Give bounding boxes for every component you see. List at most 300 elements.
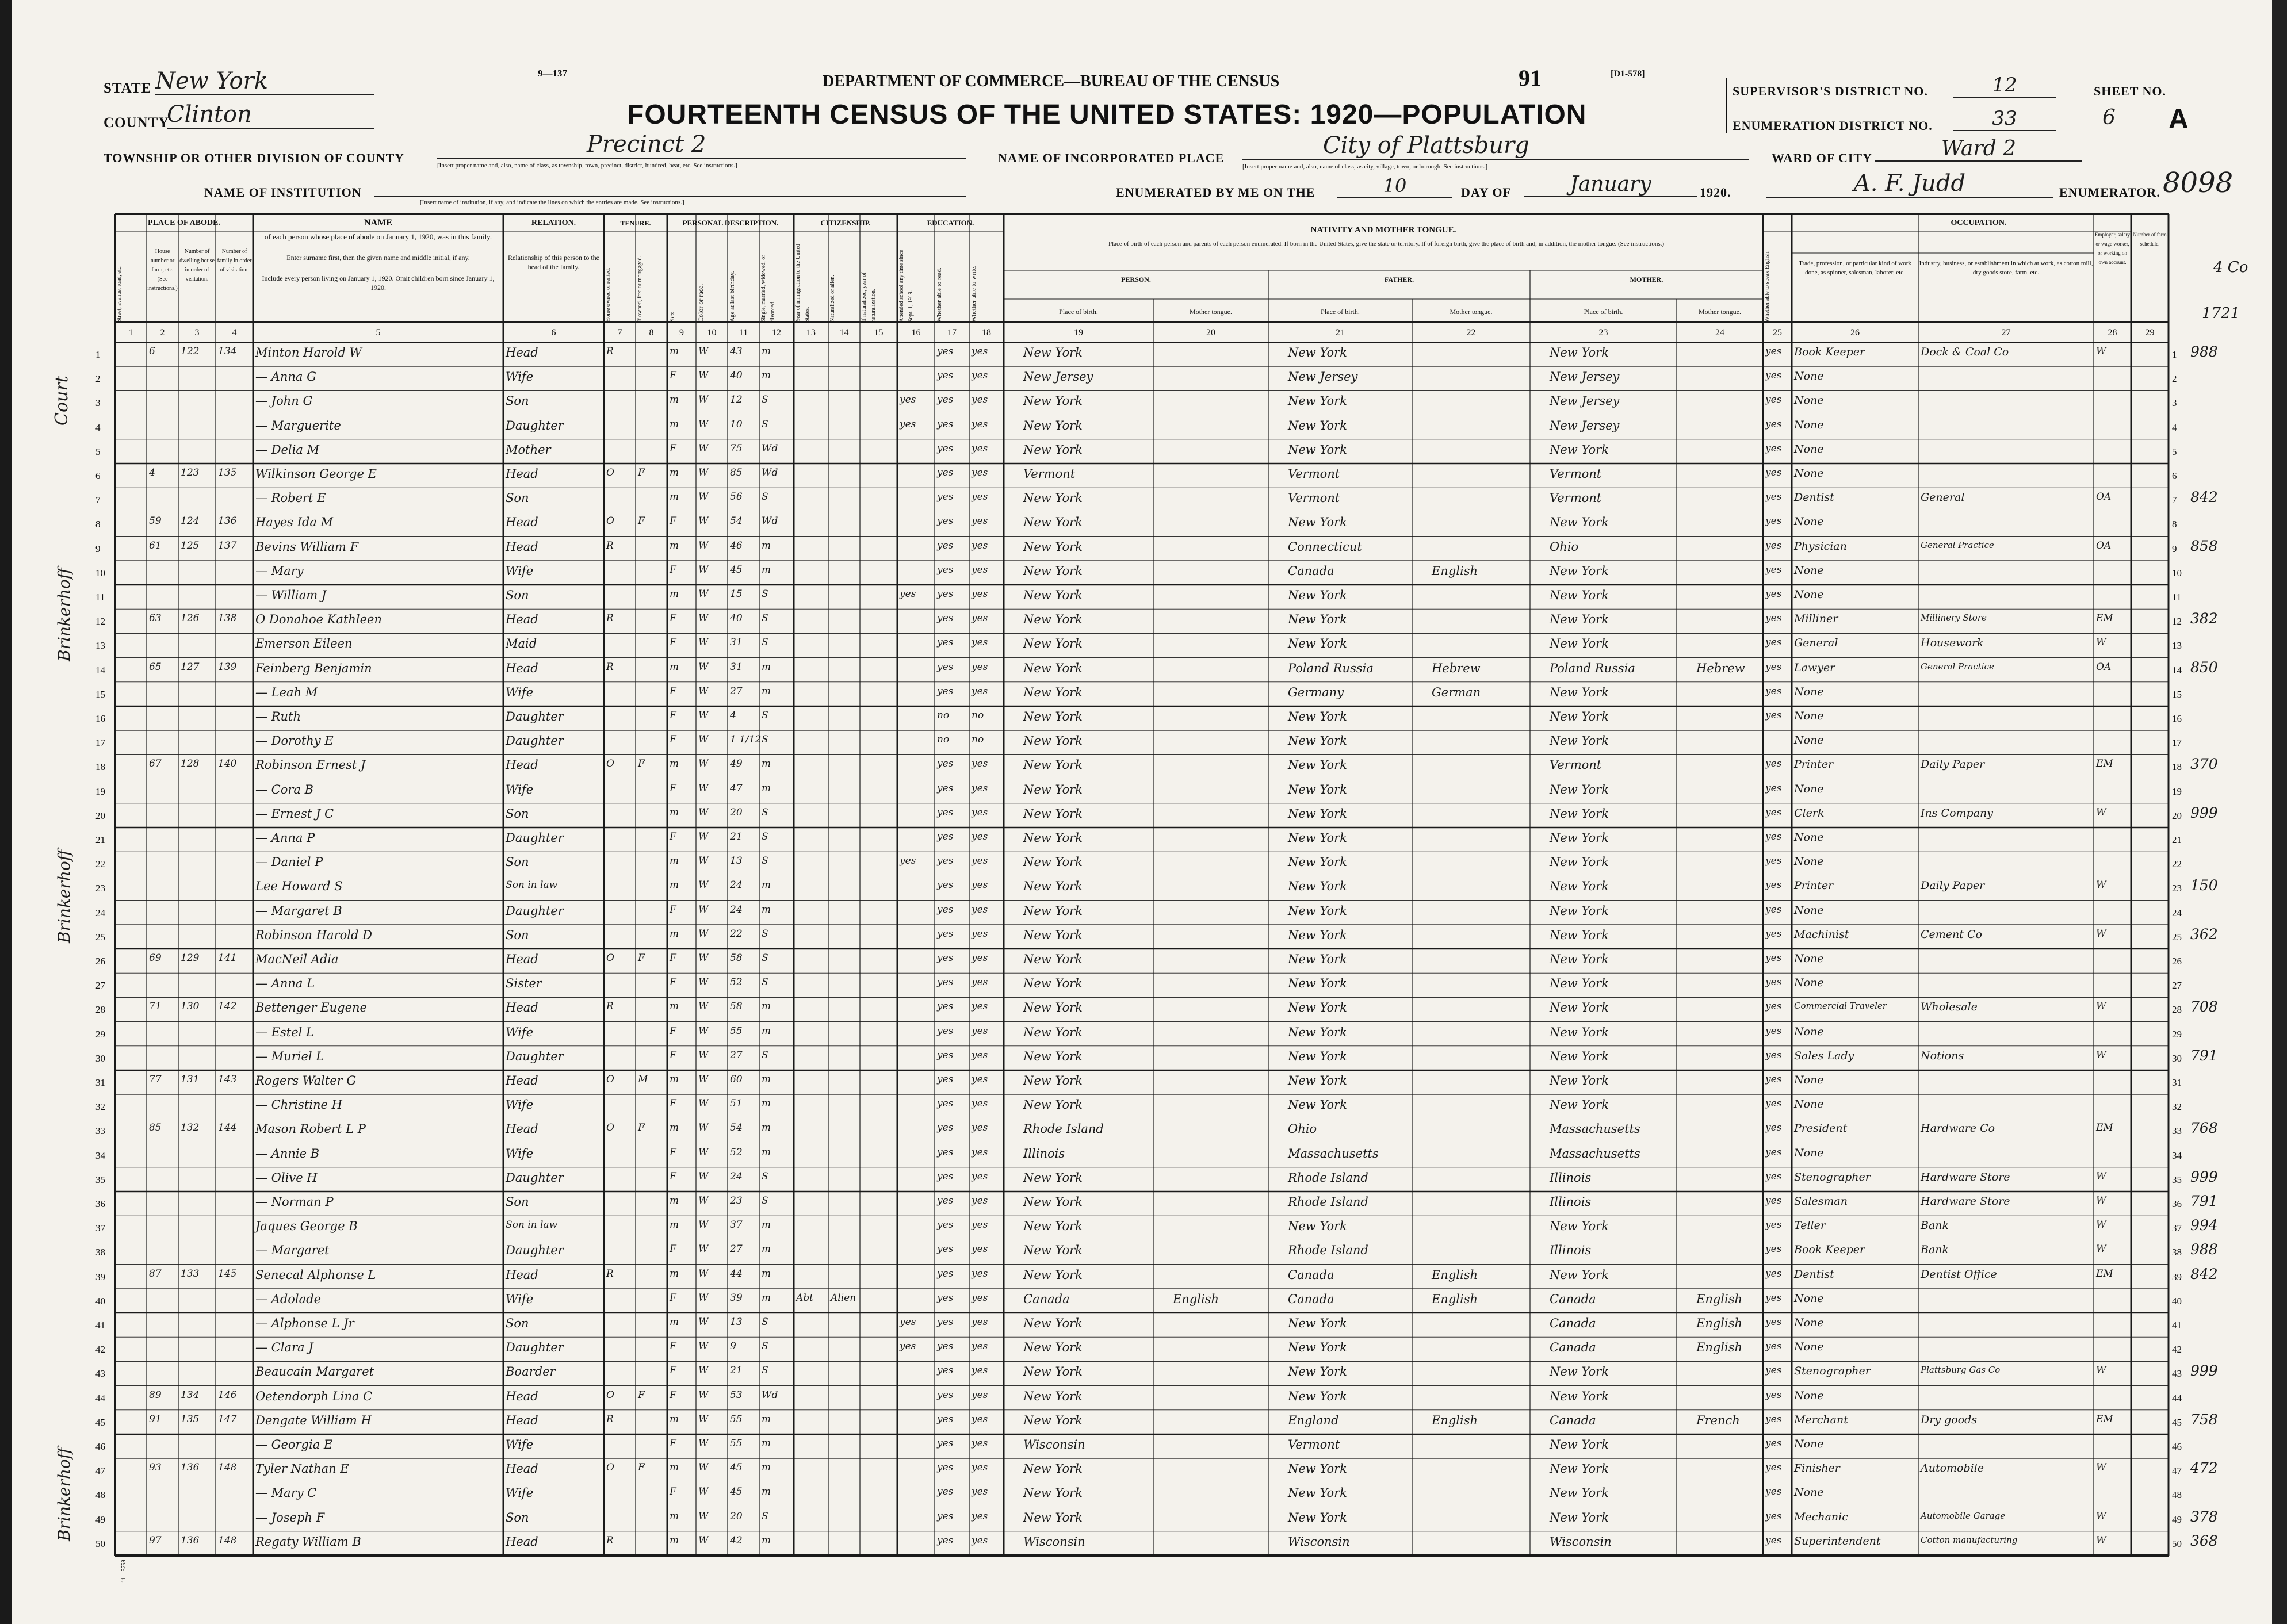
cell-sex: m: [670, 1510, 679, 1522]
cell-age: 37: [730, 1219, 743, 1231]
line-number-left: 5: [95, 446, 101, 457]
cell-marital-status: S: [762, 734, 768, 746]
cell-occupation: Clerk: [1794, 806, 1825, 819]
subgroup-mother: MOTHER.: [1630, 275, 1663, 284]
cell-class-of-worker: OA: [2096, 539, 2112, 551]
cell-sex: F: [670, 903, 676, 916]
margin-street-brinkerhoff-3: Brinkerhoff: [55, 1447, 74, 1541]
cell-race: W: [698, 1316, 709, 1328]
cell-age: 43: [730, 346, 743, 357]
cell-class-of-worker: W: [2096, 1049, 2106, 1061]
cell-age: 58: [730, 952, 743, 964]
cell-sex: F: [670, 1486, 676, 1498]
cell-birthplace: New York: [1023, 418, 1083, 432]
column-number: 22: [1466, 328, 1476, 338]
cell-write: yes: [972, 976, 988, 989]
cell-birthplace: New York: [1023, 685, 1083, 699]
enumeration-district: 33: [1953, 107, 2056, 131]
cell-industry: Bank: [1921, 1243, 1949, 1257]
cell-sex: m: [670, 806, 679, 818]
cell-birthplace: New York: [1023, 1001, 1083, 1015]
cell-marital-status: S: [762, 1365, 768, 1377]
cell-speaks-english: yes: [1765, 588, 1782, 600]
cell-sex: m: [670, 491, 679, 503]
cell-dwelling-number: 135: [181, 1413, 200, 1425]
line-number-left: 15: [95, 688, 105, 700]
cell-read: yes: [937, 928, 954, 940]
line-number-right: 6: [2172, 470, 2177, 481]
cell-industry: Automobile: [1921, 1462, 1984, 1475]
cell-house-number: 4: [149, 467, 155, 478]
cell-industry: Automobile Garage: [1921, 1510, 2006, 1521]
cell-immigration-year: Abt: [796, 1292, 813, 1304]
cell-person-name: Jaques George B: [255, 1219, 358, 1234]
cell-father-birthplace: New York: [1288, 588, 1347, 602]
name-note-3: Include every person living on January 1, 1920. Omit children born since January 1, 1920.: [262, 274, 495, 292]
cell-mother-tongue: English: [1173, 1292, 1219, 1306]
cell-read: yes: [937, 637, 954, 649]
cell-sex: m: [670, 1462, 679, 1474]
cell-family-number: 143: [218, 1074, 237, 1085]
cell-sex: m: [670, 539, 679, 551]
cell-write: yes: [972, 418, 988, 430]
cell-write: yes: [972, 1413, 988, 1425]
cell-marital-status: S: [762, 1195, 768, 1206]
cell-birthplace: Illinois: [1023, 1146, 1065, 1160]
cell-school: yes: [900, 588, 916, 600]
cell-mother-birthplace: Vermont: [1550, 758, 1602, 772]
cell-read: yes: [937, 1389, 954, 1401]
cell-mother-birthplace: New York: [1550, 1438, 1609, 1451]
cell-speaks-english: yes: [1765, 1267, 1782, 1280]
cell-father-birthplace: Connecticut: [1288, 539, 1362, 554]
sheet-label: SHEET NO.: [2094, 84, 2166, 98]
cell-person-name: MacNeil Adia: [255, 952, 339, 966]
cell-occupation: Printer: [1794, 758, 1834, 771]
cell-age: 4: [730, 710, 736, 721]
cell-race: W: [698, 952, 709, 964]
cell-read: yes: [937, 1146, 954, 1158]
institution-label: NAME OF INSTITUTION: [204, 185, 362, 200]
line-number-right: 9: [2172, 543, 2177, 554]
cell-industry: Housework: [1921, 637, 1984, 650]
line-number-left: 34: [95, 1150, 105, 1161]
enumerator-label: ENUMERATOR.: [2059, 185, 2160, 200]
col-naturalized-head: Naturalized or alien.: [829, 275, 836, 322]
cell-read: yes: [937, 952, 954, 964]
cell-mother-birthplace: New Jersey: [1550, 394, 1620, 408]
cell-occupation: Commercial Traveler: [1794, 1001, 1887, 1012]
cell-age: 42: [730, 1534, 743, 1546]
cell-race: W: [698, 467, 709, 478]
cell-birthplace: Rhode Island: [1023, 1122, 1104, 1136]
column-number: 4: [232, 328, 237, 338]
col-dwelling-head: Number of dwelling house in order of visitation.: [179, 248, 215, 282]
cell-write: yes: [972, 1438, 988, 1449]
margin-occupation-code: 708: [2190, 998, 2218, 1016]
cell-dwelling-number: 123: [181, 467, 200, 478]
cell-mother-birthplace: New York: [1550, 1074, 1609, 1087]
cell-read: yes: [937, 1365, 954, 1377]
cell-house-number: 6: [149, 346, 155, 357]
margin-occupation-code: 378: [2190, 1508, 2218, 1525]
cell-house-number: 69: [149, 952, 162, 964]
group-education: EDUCATION.: [927, 219, 974, 227]
cell-read: yes: [937, 564, 954, 576]
cell-class-of-worker: W: [2096, 1195, 2106, 1206]
margin-occupation-code: 999: [2190, 804, 2218, 821]
cell-father-tongue: English: [1432, 1267, 1478, 1282]
line-number-left: 48: [95, 1489, 105, 1501]
cell-marital-status: m: [762, 758, 771, 770]
cell-mother-birthplace: New York: [1550, 1510, 1609, 1525]
line-number-left: 44: [95, 1392, 105, 1404]
column-number: 17: [947, 328, 957, 338]
cell-race: W: [698, 1170, 709, 1182]
cell-mother-birthplace: New York: [1550, 564, 1609, 578]
margin-note-1721: 1721: [2202, 305, 2240, 322]
cell-age: 31: [730, 661, 743, 673]
cell-age: 45: [730, 1486, 743, 1498]
cell-father-birthplace: Massachusetts: [1288, 1146, 1379, 1160]
col-immigration-head: Year of immigration to the United States.: [795, 244, 810, 322]
line-number-left: 4: [95, 422, 101, 433]
cell-sex: F: [670, 1170, 676, 1182]
cell-speaks-english: yes: [1765, 1534, 1782, 1546]
mother-tongue-head: Mother tongue.: [1699, 308, 1741, 316]
cell-age: 23: [730, 1195, 743, 1206]
margin-occupation-code: 370: [2190, 756, 2218, 773]
cell-class-of-worker: EM: [2096, 1122, 2113, 1134]
form-code: [D1-578]: [1611, 69, 1645, 79]
cell-mother-birthplace: New York: [1550, 612, 1609, 627]
cell-read: yes: [937, 1534, 954, 1546]
cell-age: 40: [730, 612, 743, 625]
cell-industry: Plattsburg Gas Co: [1921, 1365, 2001, 1376]
cell-father-birthplace: New York: [1288, 1219, 1347, 1234]
cell-father-tongue: Hebrew: [1432, 661, 1481, 675]
cell-age: 60: [730, 1074, 743, 1085]
cell-sex: m: [670, 346, 679, 357]
cell-father-birthplace: New York: [1288, 442, 1347, 457]
cell-dwelling-number: 134: [181, 1389, 200, 1401]
cell-dwelling-number: 124: [181, 515, 200, 527]
cell-read: yes: [937, 1340, 954, 1353]
cell-write: yes: [972, 661, 988, 673]
cell-class-of-worker: W: [2096, 637, 2106, 649]
cell-industry: Dock & Coal Co: [1921, 346, 2009, 358]
cell-relation: Head: [506, 1389, 538, 1403]
cell-person-name: Feinberg Benjamin: [255, 661, 372, 675]
line-number-right: 8: [2172, 519, 2177, 530]
cell-father-birthplace: Germany: [1288, 685, 1344, 699]
cell-occupation: Teller: [1794, 1219, 1826, 1232]
line-number-right: 39: [2172, 1271, 2182, 1282]
cell-father-birthplace: Wisconsin: [1288, 1534, 1350, 1549]
cell-dwelling-number: 136: [181, 1534, 200, 1546]
cell-write: yes: [972, 1267, 988, 1280]
cell-sex: F: [670, 637, 676, 649]
cell-speaks-english: yes: [1765, 1195, 1782, 1206]
cell-speaks-english: yes: [1765, 1122, 1782, 1134]
cell-home-owned: O: [606, 1074, 614, 1085]
cell-mortgaged: F: [638, 515, 645, 527]
cell-person-name: — Dorothy E: [255, 734, 334, 748]
cell-mother-birthplace: New York: [1550, 346, 1609, 359]
cell-read: yes: [937, 758, 954, 770]
cell-birthplace: New York: [1023, 346, 1083, 359]
cell-occupation: President: [1794, 1122, 1848, 1135]
cell-race: W: [698, 1413, 709, 1425]
cell-class-of-worker: W: [2096, 1170, 2106, 1182]
cell-sex: F: [670, 370, 676, 382]
cell-age: 20: [730, 806, 743, 818]
cell-occupation: Dentist: [1794, 1267, 1834, 1281]
cell-occupation: Salesman: [1794, 1195, 1848, 1208]
cell-mother-birthplace: Illinois: [1550, 1243, 1592, 1258]
cell-occupation: None: [1794, 1025, 1824, 1038]
cell-age: 52: [730, 976, 743, 989]
column-number: 14: [839, 328, 849, 338]
cell-relation: Daughter: [506, 1170, 564, 1185]
cell-speaks-english: yes: [1765, 879, 1782, 891]
cell-birthplace: Wisconsin: [1023, 1534, 1085, 1549]
cell-person-name: — Georgia E: [255, 1438, 333, 1451]
cell-race: W: [698, 612, 709, 625]
cell-marital-status: Wd: [762, 442, 778, 454]
cell-birthplace: New York: [1023, 1389, 1083, 1403]
cell-sex: m: [670, 1413, 679, 1425]
cell-father-birthplace: New York: [1288, 1365, 1347, 1379]
col-house-head: House number or farm, etc. (See instructions.): [147, 248, 178, 292]
cell-race: W: [698, 661, 709, 673]
cell-birthplace: Vermont: [1023, 467, 1076, 481]
cell-occupation: None: [1794, 1389, 1824, 1402]
cell-dwelling-number: 136: [181, 1462, 200, 1474]
cell-sex: F: [670, 1146, 676, 1158]
margin-occupation-code: 988: [2190, 343, 2218, 360]
group-personal: PERSONAL DESCRIPTION.: [682, 219, 779, 227]
cell-speaks-english: yes: [1765, 1292, 1782, 1304]
cell-age: 21: [730, 831, 743, 842]
state-label: STATE: [104, 81, 152, 96]
cell-house-number: 89: [149, 1389, 162, 1401]
cell-race: W: [698, 1025, 709, 1037]
cell-mortgaged: F: [638, 1462, 645, 1474]
cell-marital-status: m: [762, 1219, 771, 1231]
cell-write: no: [972, 710, 984, 721]
cell-person-name: — William J: [255, 588, 327, 602]
cell-home-owned: O: [606, 1389, 614, 1401]
line-number-left: 39: [95, 1271, 105, 1282]
line-number-right: 19: [2172, 786, 2182, 797]
cell-speaks-english: yes: [1765, 1316, 1782, 1328]
cell-read: yes: [937, 418, 954, 430]
cell-father-birthplace: New York: [1288, 515, 1347, 530]
cell-race: W: [698, 685, 709, 697]
cell-write: no: [972, 734, 984, 746]
cell-marital-status: Wd: [762, 1389, 778, 1401]
cell-write: yes: [972, 1389, 988, 1401]
cell-relation: Daughter: [506, 1243, 564, 1258]
cell-marital-status: m: [762, 564, 771, 576]
census-title: FOURTEENTH CENSUS OF THE UNITED STATES: 1920—POPULATION: [627, 99, 1587, 130]
cell-race: W: [698, 1219, 709, 1231]
line-number-left: 40: [95, 1295, 105, 1307]
cell-speaks-english: yes: [1765, 1510, 1782, 1522]
enumerated-label: ENUMERATED BY ME ON THE: [1116, 185, 1315, 200]
line-number-right: 23: [2172, 883, 2182, 894]
cell-write: yes: [972, 1049, 988, 1061]
cell-mother-birthplace: New York: [1550, 1049, 1609, 1063]
line-number-left: 18: [95, 761, 105, 773]
column-number: 25: [1773, 328, 1782, 338]
cell-relation: Son: [506, 1195, 529, 1209]
cell-relation: Daughter: [506, 1049, 564, 1063]
cell-industry: Dentist Office: [1921, 1267, 1997, 1281]
cell-race: W: [698, 1486, 709, 1498]
cell-industry: Cotton manufacturing: [1921, 1534, 2018, 1545]
cell-read: yes: [937, 1219, 954, 1231]
cell-race: W: [698, 491, 709, 503]
cell-home-owned: R: [606, 661, 614, 673]
cell-read: yes: [937, 1413, 954, 1425]
margin-occupation-code: 472: [2190, 1460, 2218, 1477]
cell-dwelling-number: 127: [181, 661, 200, 673]
cell-relation: Head: [506, 515, 538, 530]
cell-occupation: None: [1794, 442, 1824, 455]
cell-read: yes: [937, 467, 954, 478]
cell-mother-birthplace: Ohio: [1550, 539, 1579, 554]
cell-speaks-english: yes: [1765, 1219, 1782, 1231]
cell-sex: m: [670, 418, 679, 430]
cell-home-owned: O: [606, 467, 614, 478]
cell-age: 45: [730, 1462, 743, 1474]
cell-race: W: [698, 588, 709, 600]
cell-class-of-worker: EM: [2096, 612, 2113, 625]
cell-sex: m: [670, 1122, 679, 1134]
cell-person-name: — Ruth: [255, 710, 301, 723]
cell-marital-status: m: [762, 782, 771, 794]
cell-sex: F: [670, 515, 676, 527]
cell-marital-status: m: [762, 1122, 771, 1134]
cell-sex: m: [670, 758, 679, 770]
column-number: 26: [1850, 328, 1860, 338]
cell-industry: Hardware Store: [1921, 1170, 2010, 1183]
cell-occupation: None: [1794, 855, 1824, 868]
line-number-left: 32: [95, 1101, 105, 1113]
cell-person-name: — Norman P: [255, 1195, 334, 1209]
cell-industry: Ins Company: [1921, 806, 1993, 819]
cell-read: yes: [937, 491, 954, 503]
cell-write: yes: [972, 1365, 988, 1377]
line-number-left: 36: [95, 1198, 105, 1209]
cell-father-birthplace: New York: [1288, 1074, 1347, 1087]
cell-birthplace: New York: [1023, 1316, 1083, 1330]
cell-family-number: 147: [218, 1413, 237, 1425]
cell-race: W: [698, 806, 709, 818]
cell-birthplace: New York: [1023, 1074, 1083, 1087]
cell-birthplace: Wisconsin: [1023, 1438, 1085, 1451]
cell-race: W: [698, 1146, 709, 1158]
footer-code: 11—5759: [121, 1560, 127, 1583]
cell-occupation: Sales Lady: [1794, 1049, 1854, 1062]
cell-age: 55: [730, 1025, 743, 1037]
cell-mother-birthplace: New York: [1550, 976, 1609, 991]
cell-birthplace: New York: [1023, 734, 1083, 748]
cell-race: W: [698, 855, 709, 867]
cell-birthplace: Canada: [1023, 1292, 1070, 1306]
enumeration-year: 1920.: [1700, 185, 1731, 200]
cell-speaks-english: yes: [1765, 1365, 1782, 1377]
cell-sex: m: [670, 1219, 679, 1231]
cell-class-of-worker: W: [2096, 806, 2106, 818]
cell-birthplace: New York: [1023, 1219, 1083, 1234]
cell-age: 1 1/12: [730, 734, 762, 746]
margin-occupation-code: 842: [2190, 489, 2218, 506]
line-number-right: 15: [2172, 688, 2182, 700]
cell-mother-birthplace: New York: [1550, 1365, 1609, 1379]
enumerator-signature: A. F. Judd: [1766, 170, 2053, 198]
line-number-right: 38: [2172, 1247, 2182, 1258]
line-number-right: 29: [2172, 1028, 2182, 1040]
cell-family-number: 140: [218, 758, 237, 770]
cell-birthplace: New York: [1023, 1413, 1083, 1427]
cell-class-of-worker: W: [2096, 1243, 2106, 1255]
cell-father-tongue: German: [1432, 685, 1481, 699]
cell-marital-status: m: [762, 879, 771, 891]
column-number: 8: [649, 328, 654, 338]
cell-mother-tongue-mother: English: [1696, 1292, 1743, 1306]
cell-mortgaged: F: [638, 1122, 645, 1134]
cell-write: yes: [972, 564, 988, 576]
column-number: 19: [1074, 328, 1083, 338]
margin-occupation-code: 791: [2190, 1047, 2218, 1064]
cell-home-owned: R: [606, 1267, 614, 1280]
cell-birthplace: New York: [1023, 806, 1083, 821]
line-number-left: 42: [95, 1344, 105, 1355]
cell-relation: Wife: [506, 685, 534, 699]
cell-father-birthplace: New York: [1288, 1049, 1347, 1063]
cell-person-name: — Anna L: [255, 976, 315, 991]
cell-birthplace: New York: [1023, 1486, 1083, 1500]
column-number: 29: [2145, 328, 2155, 338]
form-number: 9—137: [538, 68, 567, 79]
cell-father-birthplace: New York: [1288, 710, 1347, 723]
line-number-right: 32: [2172, 1101, 2182, 1113]
cell-father-birthplace: New York: [1288, 1389, 1347, 1403]
line-number-right: 7: [2172, 495, 2177, 506]
cell-write: yes: [972, 879, 988, 891]
column-number: 15: [874, 328, 884, 338]
cell-relation: Son: [506, 491, 529, 505]
cell-mother-birthplace: New Jersey: [1550, 370, 1620, 384]
cell-age: 54: [730, 1122, 743, 1134]
group-name: NAME: [364, 218, 392, 228]
cell-father-birthplace: Ohio: [1288, 1122, 1317, 1136]
cell-marital-status: Wd: [762, 467, 778, 478]
cell-relation: Son: [506, 806, 529, 821]
line-number-left: 31: [95, 1077, 105, 1088]
line-number-right: 4: [2172, 422, 2177, 433]
cell-sex: m: [670, 467, 679, 478]
cell-family-number: 142: [218, 1001, 237, 1013]
cell-speaks-english: yes: [1765, 928, 1782, 940]
cell-mortgaged: F: [638, 1389, 645, 1401]
cell-home-owned: R: [606, 612, 614, 625]
cell-occupation: None: [1794, 588, 1824, 601]
cell-relation: Son in law: [506, 879, 558, 891]
